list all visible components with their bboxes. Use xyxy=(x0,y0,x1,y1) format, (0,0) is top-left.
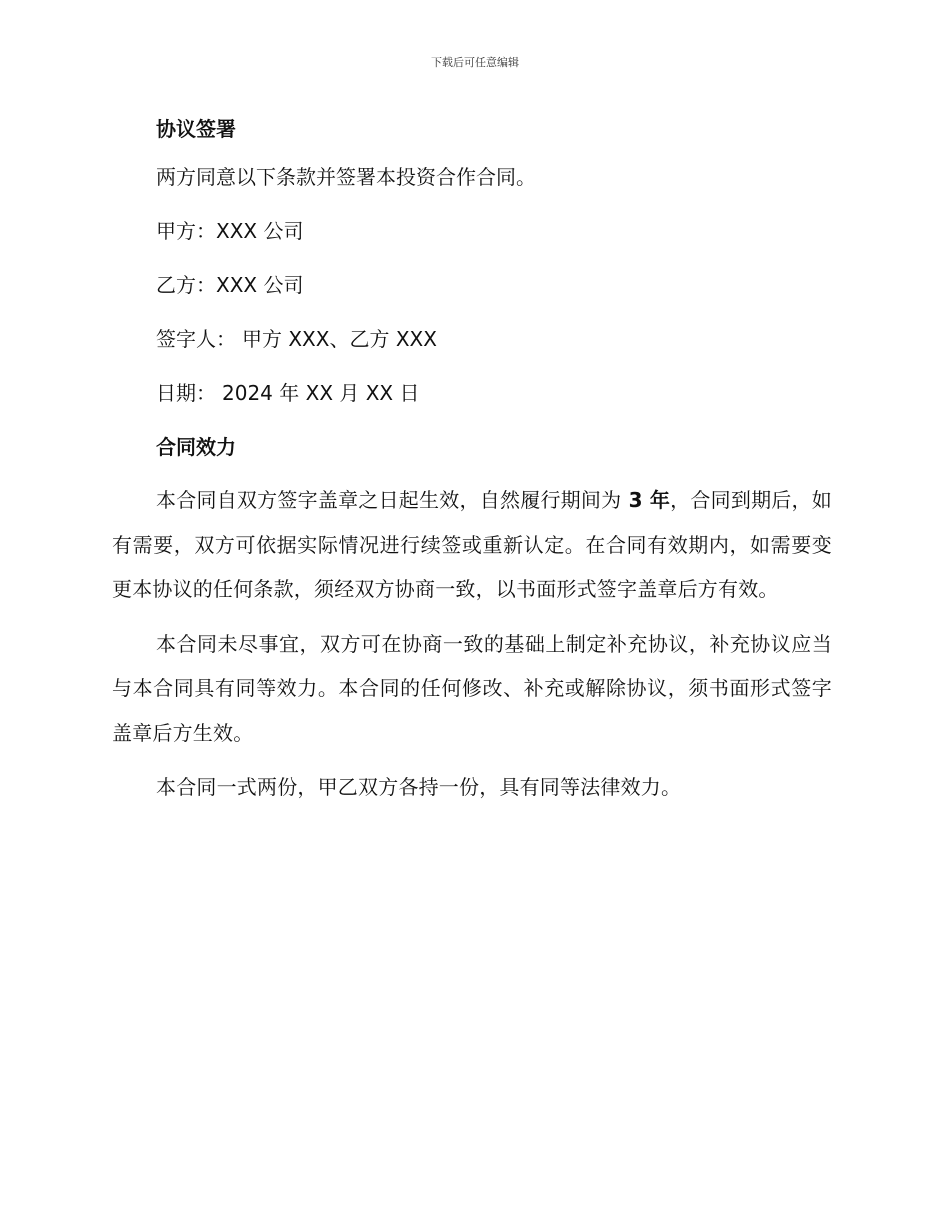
validity-paragraph-2: 本合同未尽事宜，双方可在协商一致的基础上制定补充协议，补充协议应当与本合同具有同等效力。本合同的任何修改、补充或解除协议，须书面形式签字盖章后方生效。 xyxy=(112,631,832,745)
party-b-line xyxy=(112,268,832,302)
party-a-line xyxy=(112,214,832,248)
date-value: 2024 年 XX 月 XX 日 xyxy=(222,381,420,405)
party-a-label: 甲方： xyxy=(156,219,216,243)
validity-p1-end: ，合同到期后，如有需要，双方可依据实际情况进行续签或重新认定。在合同有效期内，如需要变更本协议的任何条款，须经双方协商一致，以书面形式签字盖章后方有效。 xyxy=(112,488,832,601)
signatory-value: 甲方 XXX、乙方 XXX xyxy=(242,327,437,351)
section-title-signing: 协议签署 xyxy=(156,117,236,141)
party-a-value: XXX 公司 xyxy=(216,219,304,243)
validity-paragraph-1 xyxy=(112,478,832,612)
document-body xyxy=(112,112,832,820)
party-b-value: XXX 公司 xyxy=(216,273,304,297)
signing-intro: 两方同意以下条款并签署本投资合作合同。 xyxy=(156,165,536,189)
date-label: 日期： xyxy=(156,381,216,405)
section-title-validity: 合同效力 xyxy=(156,435,236,459)
party-b-label: 乙方： xyxy=(156,273,216,297)
validity-term-bold: 3 年 xyxy=(621,488,671,512)
page-header-note: 下载后可任意编辑 xyxy=(431,56,519,69)
validity-paragraph-3: 本合同一式两份，甲乙双方各持一份，具有同等法律效力。 xyxy=(156,775,682,799)
signatory-line xyxy=(112,322,832,356)
date-line xyxy=(112,376,832,410)
validity-p1-start: 本合同自双方签字盖章之日起生效，自然履行期间为 xyxy=(156,488,622,512)
signatory-label: 签字人： xyxy=(156,327,236,351)
